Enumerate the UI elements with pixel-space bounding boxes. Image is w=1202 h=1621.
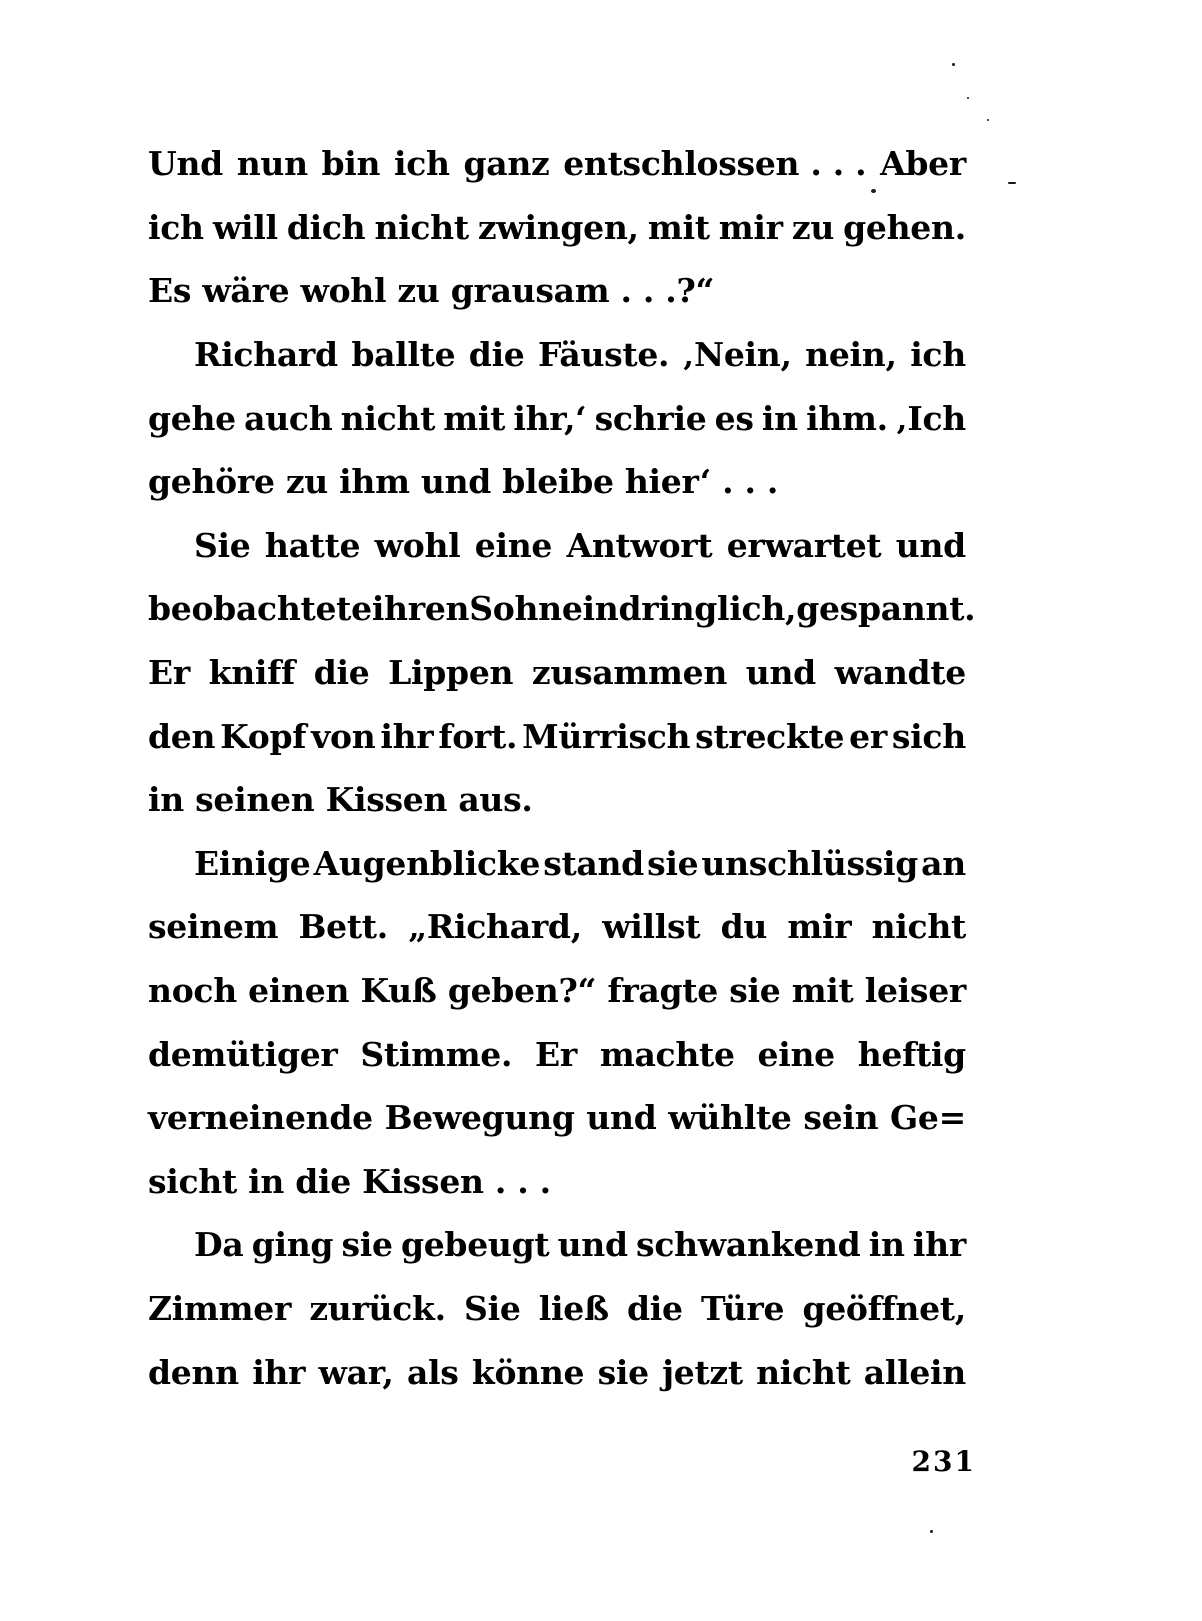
text-line: [148, 514, 966, 578]
word: noch: [148, 971, 237, 1011]
word: und: [586, 1098, 657, 1138]
word: will: [212, 207, 278, 247]
word: du: [720, 907, 768, 947]
word: nicht: [340, 398, 436, 438]
word: wühlte: [668, 1098, 792, 1138]
text-line: [148, 386, 966, 450]
word: ging: [251, 1225, 334, 1265]
word: an: [921, 843, 966, 883]
word: Mürrisch: [522, 716, 691, 756]
scan-speckle: [871, 189, 876, 193]
word: ließ: [538, 1288, 609, 1328]
word: ihr: [252, 1352, 306, 1392]
word: ganz: [463, 144, 550, 184]
word: zwingen,: [477, 207, 639, 247]
word: und: [745, 653, 816, 693]
word: auch: [244, 398, 333, 438]
word: heftig: [857, 1034, 966, 1074]
text-line: in seinen Kissen aus.: [148, 780, 533, 820]
word: er: [849, 716, 887, 756]
scan-speckle: [987, 119, 989, 121]
scan-speckle: [952, 63, 955, 66]
word: willst: [602, 907, 701, 947]
word: nicht: [374, 207, 469, 247]
word: wandte: [834, 653, 966, 693]
word: leiser: [864, 971, 966, 1011]
word: ich: [393, 144, 450, 184]
text-line: [148, 1213, 966, 1277]
word: mir: [787, 907, 852, 947]
word: eine: [757, 1034, 835, 1074]
text-line: [148, 1277, 966, 1341]
text-line: [148, 832, 966, 896]
page-number: 231: [911, 1445, 976, 1478]
text-line: [148, 959, 966, 1023]
word: Zimmer: [148, 1288, 292, 1328]
word: ‚Nein,: [682, 335, 792, 375]
word: ihren: [371, 589, 470, 629]
word: fragte: [607, 971, 718, 1011]
word: entschlossen . . .: [563, 144, 867, 184]
word: mit: [647, 207, 710, 247]
word: sein: [803, 1098, 879, 1138]
word: es: [714, 398, 754, 438]
word: Sie: [464, 1288, 521, 1328]
word: Lippen: [388, 653, 514, 693]
word: hatte: [264, 525, 361, 565]
text-line: [148, 895, 966, 959]
word: verneinende: [148, 1098, 373, 1138]
word: machte: [599, 1034, 735, 1074]
text-line: [148, 1022, 966, 1086]
word: allein: [863, 1352, 966, 1392]
word: bin: [321, 144, 381, 184]
word: und: [557, 1225, 628, 1265]
word: Fäuste.: [538, 335, 670, 375]
word: Da: [194, 1225, 244, 1265]
word: geben?“: [447, 971, 597, 1011]
word: streckte: [695, 716, 845, 756]
word: einen: [248, 971, 350, 1011]
text-line: [148, 641, 966, 705]
word: eindringlich,: [561, 589, 797, 629]
word: und: [895, 525, 966, 565]
word: beobachtete: [148, 589, 372, 629]
word: sich: [891, 716, 966, 756]
word: Einige: [194, 843, 311, 883]
word: in: [868, 1225, 905, 1265]
word: demütiger: [148, 1034, 338, 1074]
word: Kuß: [360, 971, 437, 1011]
word: denn: [148, 1352, 239, 1392]
word: ‚Ich: [896, 398, 966, 438]
word: sie: [729, 971, 781, 1011]
word: seinem: [148, 907, 279, 947]
word: Ge=: [890, 1098, 966, 1138]
word: von: [311, 716, 376, 756]
word: gespannt.: [796, 589, 976, 629]
scan-speckle: [1008, 182, 1016, 184]
word: ihr: [380, 716, 434, 756]
word: gehe: [148, 398, 236, 438]
word: Sie: [194, 525, 251, 565]
word: zu: [791, 207, 835, 247]
word: könne: [471, 1352, 585, 1392]
word: nicht: [756, 1352, 851, 1392]
word: Aber: [880, 144, 966, 184]
word: Türe: [700, 1288, 785, 1328]
word: war,: [318, 1352, 394, 1392]
text-block: [148, 132, 976, 1404]
word: Augenblicke: [313, 843, 541, 883]
word: mit: [443, 398, 506, 438]
text-line: Es wäre wohl zu grausam . . .?“: [148, 271, 715, 311]
word: den: [148, 716, 216, 756]
word: dich: [286, 207, 366, 247]
word: Kopf: [220, 716, 307, 756]
word: eine: [474, 525, 553, 565]
text-line: [148, 323, 966, 387]
word: ihm.: [806, 398, 888, 438]
word: nicht: [871, 907, 966, 947]
word: Bewegung: [384, 1098, 575, 1138]
word: Er: [148, 653, 190, 693]
word: gehen.: [843, 207, 966, 247]
word: unschlüssig: [701, 843, 919, 883]
word: schwankend: [636, 1225, 861, 1265]
word: Und: [148, 144, 223, 184]
word: wohl: [374, 525, 461, 565]
text-line: [148, 1086, 966, 1150]
word: nun: [236, 144, 308, 184]
text-line: sicht in die Kissen . . .: [148, 1161, 551, 1201]
word: Sohn: [469, 589, 562, 629]
text-line: [148, 196, 966, 260]
scan-speckle: [967, 97, 969, 99]
word: als: [406, 1352, 459, 1392]
word: mir: [718, 207, 783, 247]
word: mit: [791, 971, 854, 1011]
word: nein,: [805, 335, 897, 375]
word: Antwort: [566, 525, 713, 565]
word: ihr,‘: [513, 398, 587, 438]
word: die: [468, 335, 525, 375]
word: fort.: [438, 716, 518, 756]
word: erwartet: [726, 525, 882, 565]
word: ihr: [912, 1225, 966, 1265]
word: die: [313, 653, 370, 693]
word: ich: [148, 207, 204, 247]
word: zurück.: [309, 1288, 446, 1328]
text-line: [148, 132, 966, 196]
text-line: gehöre zu ihm und bleibe hier‘ . . .: [148, 462, 779, 502]
word: ich: [910, 335, 966, 375]
text-line: [148, 704, 966, 768]
scan-speckle: [930, 1530, 933, 1533]
word: Bett.: [298, 907, 388, 947]
text-line: [148, 1340, 966, 1404]
word: stand: [543, 843, 644, 883]
word: jetzt: [662, 1352, 743, 1392]
word: kniff: [208, 653, 295, 693]
word: Stimme.: [360, 1034, 513, 1074]
word: zusammen: [531, 653, 728, 693]
word: „Richard,: [408, 907, 582, 947]
word: Er: [535, 1034, 577, 1074]
word: sie: [341, 1225, 393, 1265]
word: in: [761, 398, 798, 438]
word: Richard: [194, 335, 338, 375]
word: die: [627, 1288, 683, 1328]
word: geöffnet,: [802, 1288, 966, 1328]
word: schrie: [594, 398, 707, 438]
text-line: [148, 577, 976, 641]
word: gebeugt: [400, 1225, 550, 1265]
word: sie: [647, 843, 699, 883]
word: sie: [597, 1352, 649, 1392]
word: ballte: [351, 335, 456, 375]
